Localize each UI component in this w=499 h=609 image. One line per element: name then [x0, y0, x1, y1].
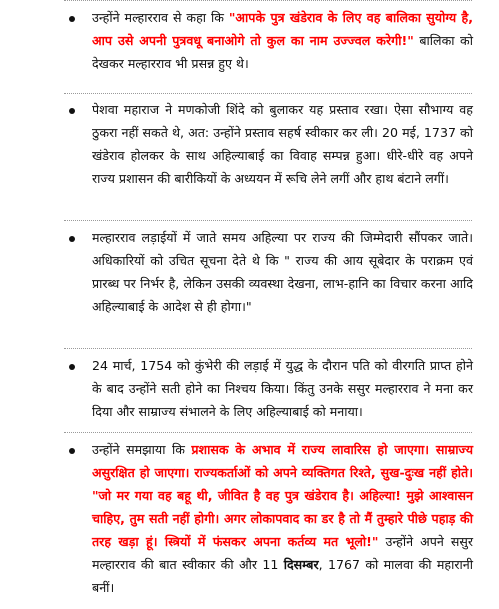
separator-line [64, 0, 472, 1]
bullet-paragraph-1 [0, 6, 499, 75]
text-run: उन्होंने अपने ससुर मल्हारराव की बात स्वीकार की और 11 [92, 534, 474, 572]
highlighted-quote: "जो मर गया वह बहू थी, जीवित है वह पुत्र खंडेराव है। अहिल्या! मुझे आश्वासन चाहिए, तुम सती नहीं होगी। अगर लोकापवाद का डर है तो मैं तुम्हारे पीछे पहाड़ की तरह खड़ा हूं। स्त्रियों में फंसकर अपना कर्तव्य मत भूलो!" [92, 488, 473, 549]
highlighted-quote: प्रशासक के अभाव में राज्य लावारिस हो जाएगा। साम्राज्य असुरक्षित हो जाएगा। राज्यकर्ताओं को अपने व्यक्तिगत रिश्ते, सुख-दुःख नहीं होते। [92, 442, 473, 480]
text-run: 24 मार्च, 1754 को कुंभेरी की लड़ाई में युद्ध के दौरान पति को वीरगति प्राप्त होने के बाद उन्होंने सती होने का निश्चय किया। किंतु उनके ससुर मल्हारराव ने मना कर दिया और साम्राज्य संभालने के लिए अहिल्याबाई को मनाया। [92, 358, 473, 419]
text-run: उन्होंने मल्हारराव से कहा कि [92, 10, 229, 25]
text-run: बालिका को देखकर मल्हारराव भी प्रसन्न हुए थे। [92, 33, 473, 71]
separator-line [64, 432, 472, 433]
separator-line [64, 220, 472, 221]
bold-date: दिसम्बर [283, 557, 319, 572]
bullet-paragraph-2 [0, 98, 499, 190]
highlighted-quote: "आपके पुत्र खंडेराव के लिए वह बालिका सुयोग्य है, आप उसे अपनी पुत्रवधू बनाओगे तो कुल का नाम उज्ज्वल करेगी!" [92, 10, 473, 48]
separator-line [64, 348, 472, 349]
text-run: पेशवा महाराज ने मणकोजी शिंदे को बुलाकर यह प्रस्ताव रखा। ऐसा सौभाग्य वह ठुकरा नहीं सकते थे, अत: उन्होंने प्रस्ताव सहर्ष स्वीकार कर ली। 20 मई, 1737 को खंडेराव होलकर के साथ अहिल्याबाई का विवाह सम्पन्न हुआ। धीरे-धीरे वह अपने राज्य प्रशासन की बारीकियों के अध्ययन में रूचि लेने लगीं और हाथ बंटाने लगीं। [92, 102, 473, 186]
separator-line [64, 93, 472, 94]
bullet-paragraph-5 [0, 438, 499, 599]
bullet-paragraph-4 [0, 354, 499, 423]
text-run: उन्होंने समझाया कि [92, 442, 192, 457]
bullet-paragraph-3 [0, 226, 499, 318]
text-run: , 1767 को मालवा की महारानी बनीं। [92, 557, 473, 595]
text-run: मल्हारराव लड़ाईयों में जाते समय अहिल्या पर राज्य की जिम्मेदारी सौंपकर जाते। अधिकारियों को उचित सूचना देते थे कि " राज्य की आय सूबेदार के पराक्रम एवं प्रारब्ध पर निर्भर है, लेकिन उसकी व्यवस्था देखना, लाभ-हानि का विचार करना आदि अहिल्याबाई के आदेश से ही होगा।" [92, 230, 473, 314]
